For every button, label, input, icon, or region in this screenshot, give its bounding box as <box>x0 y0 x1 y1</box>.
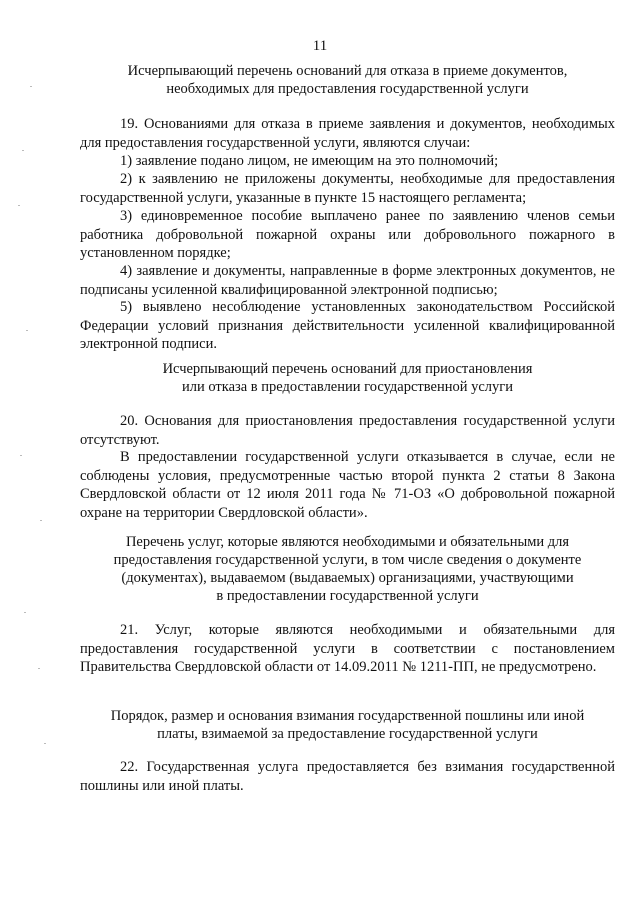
heading-line: Порядок, размер и основания взимания государственной пошлины или иной <box>110 708 585 724</box>
paragraph-19-intro: 19. Основаниями для отказа в приеме заявления и документов, необходимых для предоставления государственной услуги, являются случаи: <box>80 116 615 151</box>
section-heading-suspension <box>80 360 615 396</box>
section-heading-refusal-acceptance <box>80 62 615 98</box>
paragraph-22: 22. Государственная услуга предоставляется без взимания государственной пошлины или иной платы. <box>80 759 615 794</box>
paragraph-19-item-4: 4) заявление и документы, направленные в форме электронных документов, не подписаны усиленной квалифицированной электронной подписью; <box>80 263 615 298</box>
paragraph-19-item-3: 3) единовременное пособие выплачено ранее по заявлению членов семьи работника добровольной пожарной охраны или добровольного пожарного в установленном порядке; <box>80 208 615 261</box>
heading-line: или отказа в предоставлении государственной услуги <box>181 379 513 395</box>
page-number: 11 <box>312 38 328 54</box>
paragraph-19-item-2: 2) к заявлению не приложены документы, необходимые для предоставления государственной услуги, указанные в пункте 15 настоящего регламента; <box>80 171 615 206</box>
paragraph-21: 21. Услуг, которые являются необходимыми и обязательными для предоставления государственной услуги в соответствии с постановлением Правительства Свердловской области от 14.09.2011 № 1211-ПП, не предусмотрено. <box>80 622 615 675</box>
heading-line: (документах), выдаваемом (выдаваемых) организациями, участвующими <box>121 570 574 586</box>
heading-line: платы, взимаемой за предоставление государственной услуги <box>157 726 538 742</box>
section-heading-required-services <box>80 533 615 605</box>
section-heading-state-fee <box>80 707 615 743</box>
heading-line: Исчерпывающий перечень оснований для приостановления <box>162 361 533 377</box>
paragraph-19-item-5: 5) выявлено несоблюдение установленных законодательством Российской Федерации условий признания действительности усиленной квалифицированной электронной подписи. <box>80 299 615 352</box>
paragraph-19-item-1: 1) заявление подано лицом, не имеющим на это полномочий; <box>120 153 499 169</box>
heading-line: Исчерпывающий перечень оснований для отказа в приеме документов, <box>127 63 568 79</box>
heading-line: Перечень услуг, которые являются необходимыми и обязательными для <box>125 534 570 550</box>
heading-line: в предоставлении государственной услуги <box>216 588 479 604</box>
paragraph-20-b: В предоставлении государственной услуги отказывается в случае, если не соблюдены условия, предусмотренные частью второй пункта 2 статьи 8 Закона Свердловской области от 12 июля 2011 года № 71-ОЗ «О добровольной пожарной охране на территории Свердловской области». <box>80 449 615 521</box>
heading-line: необходимых для предоставления государственной услуги <box>166 81 529 97</box>
heading-line: предоставления государственной услуги, в том числе сведения о документе <box>113 552 582 568</box>
paragraph-20-a: 20. Основания для приостановления предоставления государственной услуги отсутствуют. <box>80 413 615 448</box>
